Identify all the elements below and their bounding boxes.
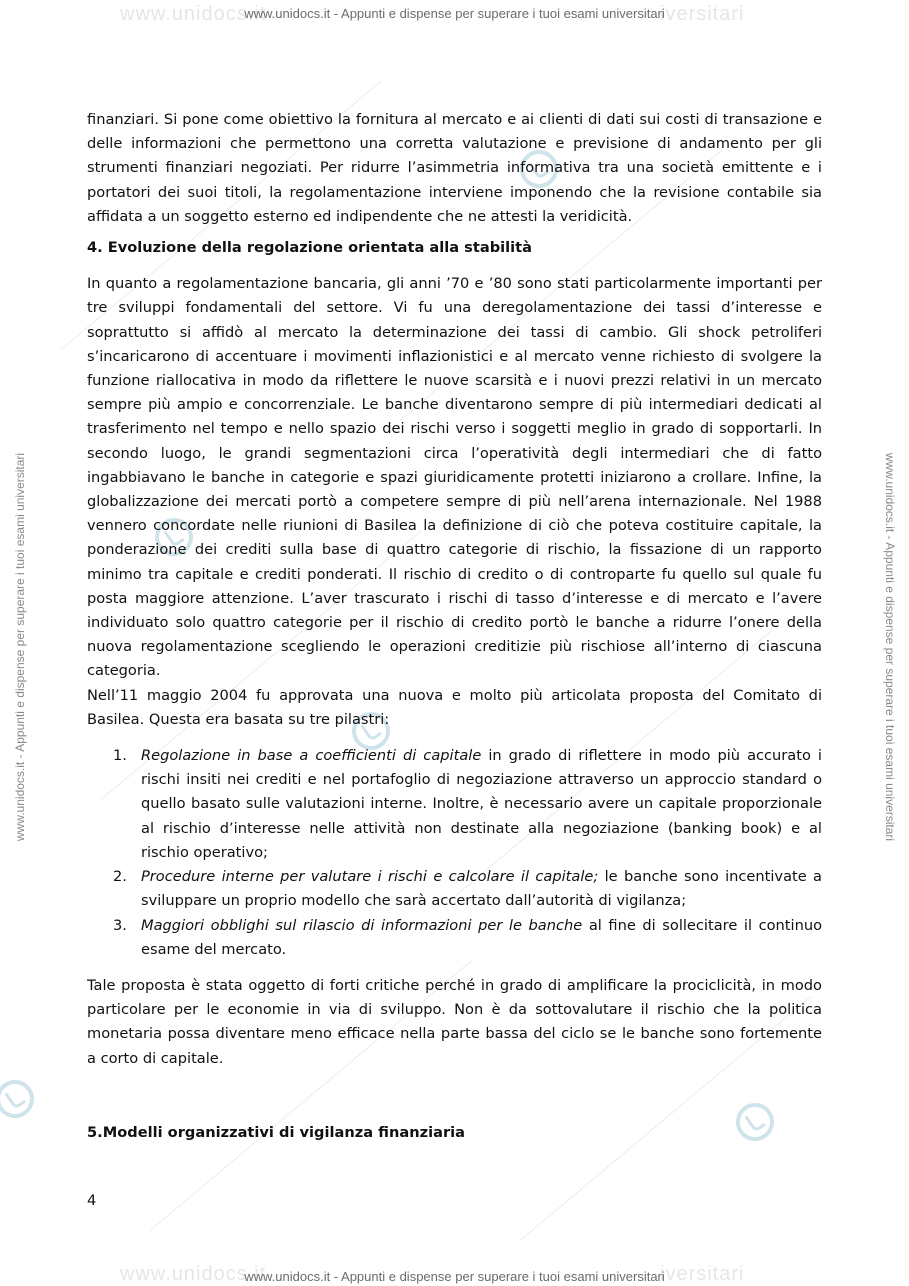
page-number: 4: [87, 1192, 97, 1209]
section-5-heading: 5.Modelli organizzativi di vigilanza finanziaria: [87, 1123, 465, 1141]
pillars-list: [87, 744, 822, 962]
ghost-watermark-bottom-right: iversitari: [660, 1263, 745, 1285]
list-item-number: 2.: [113, 868, 127, 886]
list-item-text: in grado di riflettere in modo più accurato i rischi insiti nei crediti e nel portafoglio di negoziazione attraverso un approccio standard o quello basato sulle valutazioni interne. Inoltre, è necessario avere un capitale proporzionale al rischio d’interesse nelle attività non destinate alla negoziazione (banking book) e al rischio operativo;: [141, 747, 822, 861]
closing-paragraph: Tale proposta è stata oggetto di forti critiche perché in grado di amplificare la prociclicità, in modo particolare per le economie in via di sviluppo. Non è da sottovalutare il rischio che la politica monetaria possa diventare meno efficace nella parte bassa del ciclo se le banche sono fortemente a corto di capitale.: [87, 976, 822, 1067]
ghost-watermark-bottom: www.unidocs.it: [120, 1263, 267, 1285]
footer-watermark: www.unidocs.it - Appunti e dispense per superare i tuoi esami universitari: [244, 1269, 665, 1284]
list-item-title: Regolazione in base a coefficienti di capitale: [141, 747, 482, 765]
document-body: [87, 108, 822, 1145]
ghost-watermark-top: www.unidocs.it: [120, 3, 267, 25]
list-item-title: Maggiori obblighi sul rilascio di informazioni per le banche: [141, 916, 583, 934]
list-item-text: al fine di sollecitare il continuo esame del mercato.: [141, 916, 822, 958]
list-item-text: le banche sono incentivate a sviluppare un proprio modello che sarà accertato dall’autorità di vigilanza;: [141, 868, 822, 910]
list-item-number: 3.: [113, 916, 127, 934]
side-watermark-right: www.unidocs.it - Appunti e dispense per superare i tuoi esami universitari: [883, 452, 897, 842]
list-item: [87, 744, 822, 865]
list-item-title: Procedure interne per valutare i rischi e calcolare il capitale;: [141, 868, 599, 886]
unidocs-logo-icon: [0, 1073, 41, 1126]
section-4-paragraph: In quanto a regolamentazione bancaria, gli anni ’70 e ’80 sono stati particolarmente importanti per tre sviluppi fondamentali del settore. Vi fu una deregolamentazione dei tassi d’interesse e soprattutto si affidò al mercato la determinazione dei tassi di cambio. Gli shock petroliferi s’incaricarono di accentuare i movimenti inflazionistici e al mercato venne richiesto di svolgere la funzione riallocativa in modo da riflettere le nuove scarsità e i nuovi prezzi relativi in un mercato sempre più ampio e concorrenziale. Le banche diventarono sempre di più intermediari dedicati al trasferimento nel tempo e nello spazio dei rischi verso i soggetti meglio in grado di sopportarli. In secondo luogo, le grandi segmentazioni circa l’operatività degli intermediari che di fatto ingabbiavano le banche in categorie e spazi giuridicamente protetti iniziarono a crollare. Infine, la globalizzazione dei mercati portò a competere sempre di più nell’arena internazionale. Nel 1988 vennero concordate nelle riunioni di Basilea la definizione di ciò che poteva costituire capitale, la ponderazione dei crediti sulla base di quattro categorie di rischio, la fissazione di un rapporto minimo tra capitale e crediti ponderati. Il rischio di credito o di controparte fu quello sul quale fu posta maggiore attenzione. L’aver trascurato i rischi di tasso d’interesse e di mercato e l’avere individuato solo quattro categorie per il rischio di credito portò le banche a ridurre l’onere della nuova regolamentazione scegliendo le operazioni creditizie più rischiose all’interno di ciascuna categoria.: [87, 275, 822, 680]
ghost-watermark-top-right: iversitari: [660, 3, 745, 25]
list-item: [87, 865, 822, 913]
intro-paragraph: finanziari. Si pone come obiettivo la fornitura al mercato e ai clienti di dati sui costi di transazione e delle informazioni che permettono una corretta valutazione e previsione di andamento per gli strumenti finanziari negoziati. Per ridurre l’asimmetria informativa tra una società emittente e i portatori dei suoi titoli, la regolamentazione interviene imponendo che la revisione contabile sia affidata a un soggetto esterno ed indipendente che ne attesti la veridicità.: [87, 111, 822, 225]
side-watermark-left: www.unidocs.it - Appunti e dispense per superare i tuoi esami universitari: [13, 452, 27, 842]
section-4-paragraph-2: Nell’11 maggio 2004 fu approvata una nuova e molto più articolata proposta del Comitato di Basilea. Questa era basata su tre pilastri:: [87, 686, 822, 728]
list-item: [87, 914, 822, 962]
header-watermark: www.unidocs.it - Appunti e dispense per superare i tuoi esami universitari: [244, 6, 665, 21]
section-4-heading: 4. Evoluzione della regolazione orientata alla stabilità: [87, 239, 532, 257]
list-item-number: 1.: [113, 747, 127, 765]
